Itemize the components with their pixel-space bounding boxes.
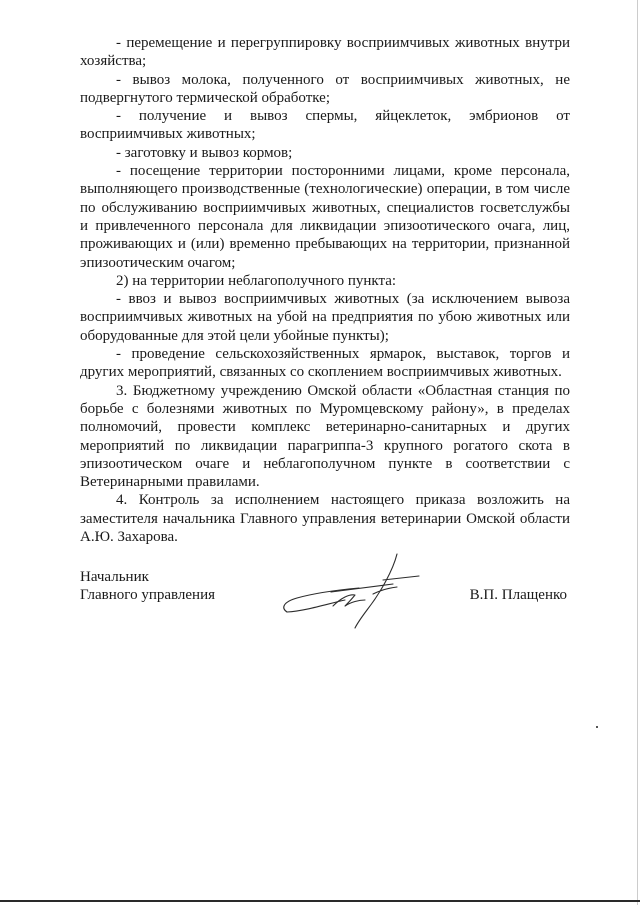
paragraph-milk-export: - вывоз молока, полученного от восприимчивых животных, не подвергнутого термической обработке; <box>80 71 570 106</box>
paragraph-sperm-embryos: - получение и вывоз спермы, яйцеклеток, эмбрионов от восприимчивых животных; <box>80 108 570 143</box>
scan-artifact-dot <box>596 726 598 728</box>
signatory-title-line-1: Начальник <box>80 569 149 585</box>
scan-edge-right <box>637 0 638 905</box>
signatory-name: В.П. Плащенко <box>469 587 567 603</box>
paragraph-item-3: 3. Бюджетному учреждению Омской области «Областная станция по борьбе с болезнями животных по Муромцевскому району», в пределах полномочий, провести комплекс ветеринарно-санитарных и других мероприятий по ликвидации парагриппа-3 крупного рогатого скота в эпизоотическом очаге и неблагополучном пункте в соответствии с Ветеринарными правилами. <box>80 382 570 491</box>
paragraph-item-4: 4. Контроль за исполнением настоящего приказа возложить на заместителя начальника Главного управления ветеринарии Омской области А.Ю. Захарова. <box>80 492 570 546</box>
signatory-title-line-2: Главного управления <box>80 587 215 604</box>
scan-edge-bottom <box>0 900 640 902</box>
signatory-title <box>80 568 215 605</box>
handwritten-signature <box>275 548 425 633</box>
document-body <box>80 34 570 546</box>
paragraph-movement-regrouping: - перемещение и перегруппировку восприимчивых животных внутри хозяйства; <box>80 35 570 70</box>
paragraph-feed: - заготовку и вывоз кормов; <box>116 144 293 161</box>
paragraph-import-export-animals: - ввоз и вывоз восприимчивых животных (за исключением вывоза восприимчивых животных на убой на предприятия по убою животных или оборудованные для этой цели убойные пункты); <box>80 291 570 344</box>
paragraph-visitors: - посещение территории посторонними лицами, кроме персонала, выполняющего производственные (технологические) операции, в том числе по обслуживанию восприимчивых животных, специалистов госветслужбы и привлеченного персонала для ликвидации эпизоотического очага, лиц, проживающих и (или) временно пребывающих на территории, признанной эпизоотическим очагом; <box>80 163 570 271</box>
paragraph-unfavorable-point: 2) на территории неблагополучного пункта: <box>116 272 397 289</box>
paragraph-fairs-exhibitions: - проведение сельскохозяйственных ярмарок, выставок, торгов и других мероприятий, связанных со скоплением восприимчивых животных. <box>80 346 570 381</box>
